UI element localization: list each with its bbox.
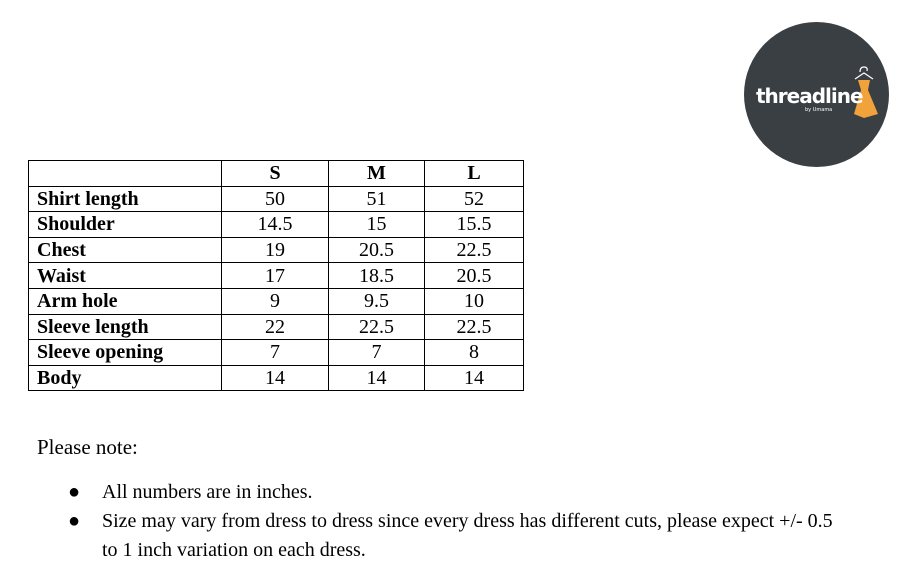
table-cell: 8 xyxy=(425,340,524,366)
table-row xyxy=(29,365,524,391)
table-row xyxy=(29,237,524,263)
row-label: Arm hole xyxy=(29,288,222,314)
header-cell-empty xyxy=(29,161,222,187)
table-cell: 22.5 xyxy=(425,237,524,263)
size-chart-table xyxy=(28,160,524,391)
table-cell: 22.5 xyxy=(425,314,524,340)
table-cell: 20.5 xyxy=(329,237,425,263)
row-label: Sleeve length xyxy=(29,314,222,340)
note-heading: Please note: xyxy=(37,435,138,459)
list-item xyxy=(60,478,840,507)
list-item xyxy=(60,507,840,565)
header-cell-size-s: S xyxy=(222,161,329,187)
table-cell: 9 xyxy=(222,288,329,314)
brand-logo xyxy=(744,22,889,167)
notes-list xyxy=(60,478,840,565)
table-cell: 14 xyxy=(329,365,425,391)
table-cell: 15 xyxy=(329,212,425,238)
table-cell: 52 xyxy=(425,186,524,212)
bullet-icon: ● xyxy=(68,481,81,503)
table-cell: 17 xyxy=(222,263,329,289)
row-label: Waist xyxy=(29,263,222,289)
table-row xyxy=(29,212,524,238)
table-row xyxy=(29,340,524,366)
row-label: Chest xyxy=(29,237,222,263)
note-text: Size may vary from dress to dress since every dress has different cuts, please expect +/- 0.5 to 1 inch variation on each dress. xyxy=(102,510,833,561)
table-cell: 20.5 xyxy=(425,263,524,289)
table-cell: 14 xyxy=(425,365,524,391)
table-cell: 14 xyxy=(222,365,329,391)
table-cell: 51 xyxy=(329,186,425,212)
table-cell: 7 xyxy=(329,340,425,366)
table-cell: 50 xyxy=(222,186,329,212)
header-cell-size-m: M xyxy=(329,161,425,187)
table-cell: 9.5 xyxy=(329,288,425,314)
table-cell: 22 xyxy=(222,314,329,340)
logo-tagline: by Umama xyxy=(805,107,833,113)
table-cell: 22.5 xyxy=(329,314,425,340)
table-cell: 7 xyxy=(222,340,329,366)
row-label: Sleeve opening xyxy=(29,340,222,366)
table-cell: 15.5 xyxy=(425,212,524,238)
table-row xyxy=(29,186,524,212)
table-cell: 19 xyxy=(222,237,329,263)
table-cell: 18.5 xyxy=(329,263,425,289)
table-header-row xyxy=(29,161,524,187)
table-cell: 14.5 xyxy=(222,212,329,238)
row-label: Body xyxy=(29,365,222,391)
logo-wordmark: threadline xyxy=(756,84,863,108)
row-label: Shoulder xyxy=(29,212,222,238)
header-cell-size-l: L xyxy=(425,161,524,187)
table-row xyxy=(29,314,524,340)
note-text: All numbers are in inches. xyxy=(102,481,313,503)
table-row xyxy=(29,263,524,289)
table-cell: 10 xyxy=(425,288,524,314)
bullet-icon: ● xyxy=(68,510,81,532)
table-row xyxy=(29,288,524,314)
row-label: Shirt length xyxy=(29,186,222,212)
